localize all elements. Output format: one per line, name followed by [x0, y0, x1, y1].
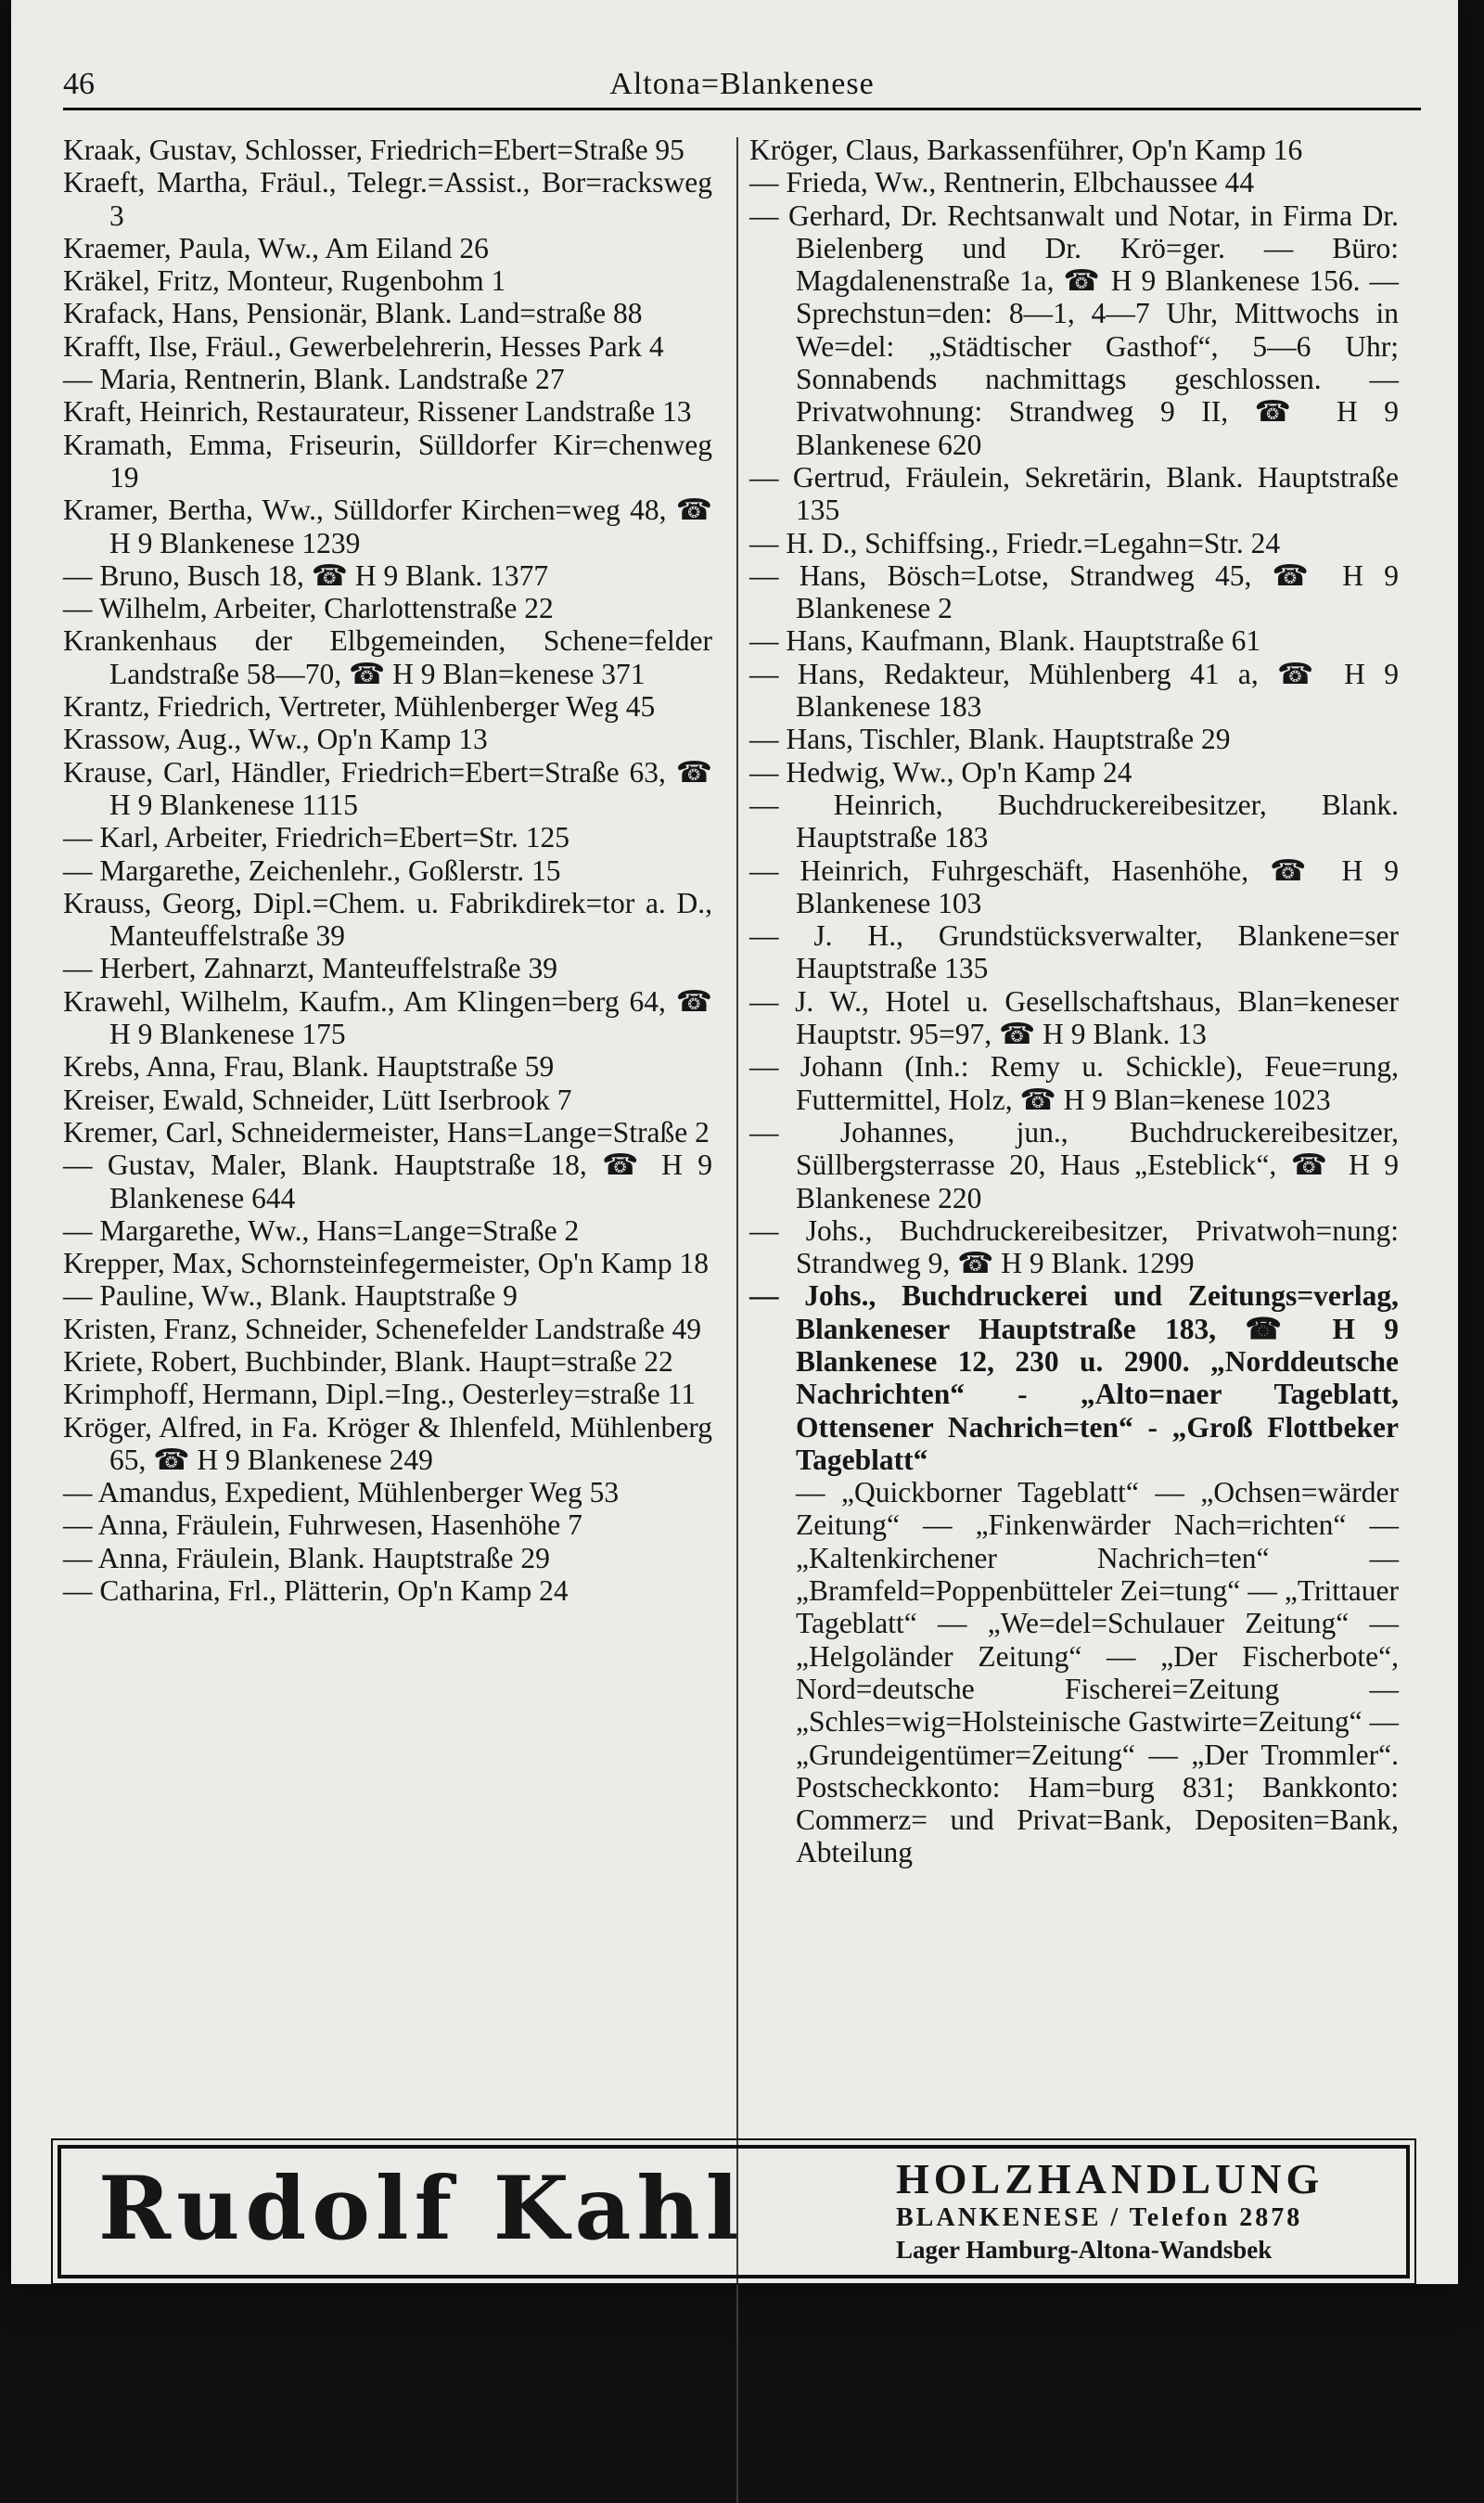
- directory-entry: — Wilhelm, Arbeiter, Charlottenstraße 22: [63, 592, 554, 625]
- ad-trade: HOLZHANDLUNG: [896, 2155, 1324, 2202]
- directory-entry: — Gerhard, Dr. Rechtsanwalt und Notar, in Firma Dr. Bielenberg und Dr. Krö=ger. — Büro: Magdalenenstraße 1a, ☎ H 9 Blankenese 156. — Sprechstun=den: 8—1, 4—7 Uhr, Mittwochs in We=del: „Städtischer Gasthof“, 5—6 Uhr; Sonnabends nachmittags geschlossen. — Privatwohnung: Strandweg 9 II, ☎ H 9 Blankenese 620: [749, 199, 1399, 461]
- directory-entry: — Johannes, jun., Buchdruckereibesitzer, Süllbergsterrasse 20, Haus „Esteblick“, ☎ H 9 Blankenese 220: [749, 1115, 1399, 1214]
- page-number: 46: [63, 67, 95, 101]
- directory-entry: — Karl, Arbeiter, Friedrich=Ebert=Str. 125: [63, 821, 570, 854]
- page-header: [63, 67, 1421, 110]
- directory-entry: Kröger, Alfred, in Fa. Kröger & Ihlenfeld, Mühlenberg 65, ☎ H 9 Blankenese 249: [63, 1410, 712, 1476]
- directory-entry: Kramer, Bertha, Ww., Sülldorfer Kirchen=weg 48, ☎ H 9 Blankenese 1239: [63, 494, 712, 559]
- directory-entry: — Margarethe, Zeichenlehr., Goßlerstr. 15: [63, 854, 561, 887]
- left-column: [63, 134, 712, 1607]
- right-column: [749, 134, 1399, 1869]
- directory-entry-continuation: — „Quickborner Tageblatt“ — „Ochsen=wärder Zeitung“ — „Finkenwärder Nach=richten“ — „Kaltenkirchener Nachrich=ten“ — „Bramfeld=Poppenbütteler Zei=tung“ — „Trittauer Tageblatt“ — „We=del=Schulauer Zeitung“ — „Helgoländer Zeitung“ — „Der Fischerbote“, Nord=deutsche Fischerei=Zeitung — „Schles=wig=Holsteinische Gastwirte=Zeitung“ — „Grundeigentümer=Zeitung“ — „Der Trommler“. Postscheckkonto: Ham=burg 831; Bankkonto: Commerz= und Privat=Bank, Depositen=Bank, Abteilung: [796, 1476, 1399, 1869]
- directory-entry: Kremer, Carl, Schneidermeister, Hans=Lange=Straße 2: [63, 1115, 710, 1149]
- directory-entry: — Anna, Fräulein, Fuhrwesen, Hasenhöhe 7: [63, 1508, 582, 1542]
- directory-entry: — Maria, Rentnerin, Blank. Landstraße 27: [63, 363, 565, 396]
- directory-entry: — Hans, Kaufmann, Blank. Hauptstraße 61: [749, 624, 1261, 658]
- directory-entry: Krankenhaus der Elbgemeinden, Schene=felder Landstraße 58—70, ☎ H 9 Blan=kenese 371: [63, 624, 712, 690]
- directory-entry: Krassow, Aug., Ww., Op'n Kamp 13: [63, 723, 488, 756]
- directory-entry: — Pauline, Ww., Blank. Hauptstraße 9: [63, 1279, 518, 1313]
- ad-details: [896, 2156, 1324, 2266]
- directory-entry: — Margarethe, Ww., Hans=Lange=Straße 2: [63, 1213, 580, 1247]
- directory-entry: Kreiser, Ewald, Schneider, Lütt Iserbrook 7: [63, 1083, 572, 1116]
- directory-entry: — Hans, Bösch=Lotse, Strandweg 45, ☎ H 9 Blankenese 2: [749, 558, 1399, 625]
- directory-entry: — Heinrich, Buchdruckereibesitzer, Blank. Hauptstraße 183: [749, 788, 1399, 854]
- directory-page: [11, 0, 1458, 2284]
- directory-entry: Kraft, Heinrich, Restaurateur, Rissener Landstraße 13: [63, 395, 692, 429]
- directory-entry: Kramath, Emma, Friseurin, Sülldorfer Kir=chenweg 19: [63, 428, 712, 494]
- directory-entry: Krebs, Anna, Frau, Blank. Hauptstraße 59: [63, 1050, 555, 1084]
- directory-entry: — Heinrich, Fuhrgeschäft, Hasenhöhe, ☎ H 9 Blankenese 103: [749, 854, 1399, 919]
- directory-entry: Krauss, Georg, Dipl.=Chem. u. Fabrikdirek=tor a. D., Manteuffelstraße 39: [63, 886, 712, 953]
- ad-location-phone: BLANKENESE / Telefon 2878: [896, 2203, 1303, 2232]
- ad-warehouses: Lager Hamburg-Altona-Wandsbek: [896, 2236, 1273, 2264]
- directory-entry-highlighted: — Johs., Buchdruckerei und Zeitungs=verlag, Blankeneser Hauptstraße 183, ☎ H 9 Blankenese 12, 230 u. 2900. „Norddeutsche Nachrichten“ - „Alto=naer Tageblatt, Ottensener Nachrich=ten“ - „Groß Flottbeker Tageblatt“: [749, 1279, 1399, 1476]
- directory-entry: Krause, Carl, Händler, Friedrich=Ebert=Straße 63, ☎ H 9 Blankenese 1115: [63, 755, 712, 821]
- directory-entry: — Hedwig, Ww., Op'n Kamp 24: [749, 755, 1132, 789]
- directory-entry: Kraemer, Paula, Ww., Am Eiland 26: [63, 231, 489, 264]
- directory-entry: Kristen, Franz, Schneider, Schenefelder Landstraße 49: [63, 1312, 701, 1345]
- directory-entry: — Catharina, Frl., Plätterin, Op'n Kamp 24: [63, 1574, 569, 1608]
- directory-entry: Kräkel, Fritz, Monteur, Rugenbohm 1: [63, 264, 506, 298]
- directory-entry: — J. W., Hotel u. Gesellschaftshaus, Blan=keneser Hauptstr. 95=97, ☎ H 9 Blank. 13: [749, 984, 1399, 1051]
- advertisement-box: [58, 2145, 1410, 2278]
- directory-entry: Krepper, Max, Schornsteinfegermeister, Op'n Kamp 18: [63, 1247, 709, 1280]
- directory-entry: — Herbert, Zahnarzt, Manteuffelstraße 39: [63, 952, 557, 985]
- directory-entry: Krafft, Ilse, Fräul., Gewerbelehrerin, Hesses Park 4: [63, 329, 664, 363]
- directory-entry: Kraeft, Martha, Fräul., Telegr.=Assist., Bor=racksweg 3: [63, 166, 712, 232]
- directory-entry: — Hans, Redakteur, Mühlenberg 41 a, ☎ H 9 Blankenese 183: [749, 657, 1399, 724]
- directory-entry: — J. H., Grundstücksverwalter, Blankene=ser Hauptstraße 135: [749, 919, 1399, 985]
- directory-entry: Kröger, Claus, Barkassenführer, Op'n Kamp 16: [749, 134, 1303, 166]
- directory-entry: Krimphoff, Hermann, Dipl.=Ing., Oesterley=straße 11: [63, 1378, 696, 1411]
- directory-entry: Kriete, Robert, Buchbinder, Blank. Haupt=straße 22: [63, 1344, 673, 1378]
- directory-entry: — Amandus, Expedient, Mühlenberger Weg 53: [63, 1476, 620, 1509]
- running-title: Altona=Blankenese: [609, 67, 875, 101]
- ad-company-name: Rudolf Kahl: [98, 2158, 745, 2260]
- directory-entry: Krawehl, Wilhelm, Kaufm., Am Klingen=berg 64, ☎ H 9 Blankenese 175: [63, 984, 712, 1051]
- directory-entry: — Frieda, Ww., Rentnerin, Elbchaussee 44: [749, 166, 1255, 199]
- directory-entry: Krafack, Hans, Pensionär, Blank. Land=straße 88: [63, 297, 643, 330]
- directory-entry: Kraak, Gustav, Schlosser, Friedrich=Ebert=Straße 95: [63, 134, 684, 166]
- directory-entry: — Johs., Buchdruckereibesitzer, Privatwoh=nung: Strandweg 9, ☎ H 9 Blank. 1299: [749, 1213, 1399, 1280]
- directory-entry: — Anna, Fräulein, Blank. Hauptstraße 29: [63, 1541, 550, 1574]
- directory-entry: — H. D., Schiffsing., Friedr.=Legahn=Str. 24: [749, 526, 1281, 559]
- directory-entry: — Johann (Inh.: Remy u. Schickle), Feue=rung, Futtermittel, Holz, ☎ H 9 Blan=kenese 1023: [749, 1050, 1399, 1116]
- directory-entry: — Gertrud, Fräulein, Sekretärin, Blank. Hauptstraße 135: [749, 460, 1399, 527]
- directory-entry: — Hans, Tischler, Blank. Hauptstraße 29: [749, 723, 1231, 756]
- directory-entry: — Bruno, Busch 18, ☎ H 9 Blank. 1377: [63, 558, 549, 592]
- directory-entry: — Gustav, Maler, Blank. Hauptstraße 18, ☎ H 9 Blankenese 644: [63, 1149, 712, 1214]
- directory-entry: Krantz, Friedrich, Vertreter, Mühlenberger Weg 45: [63, 690, 656, 724]
